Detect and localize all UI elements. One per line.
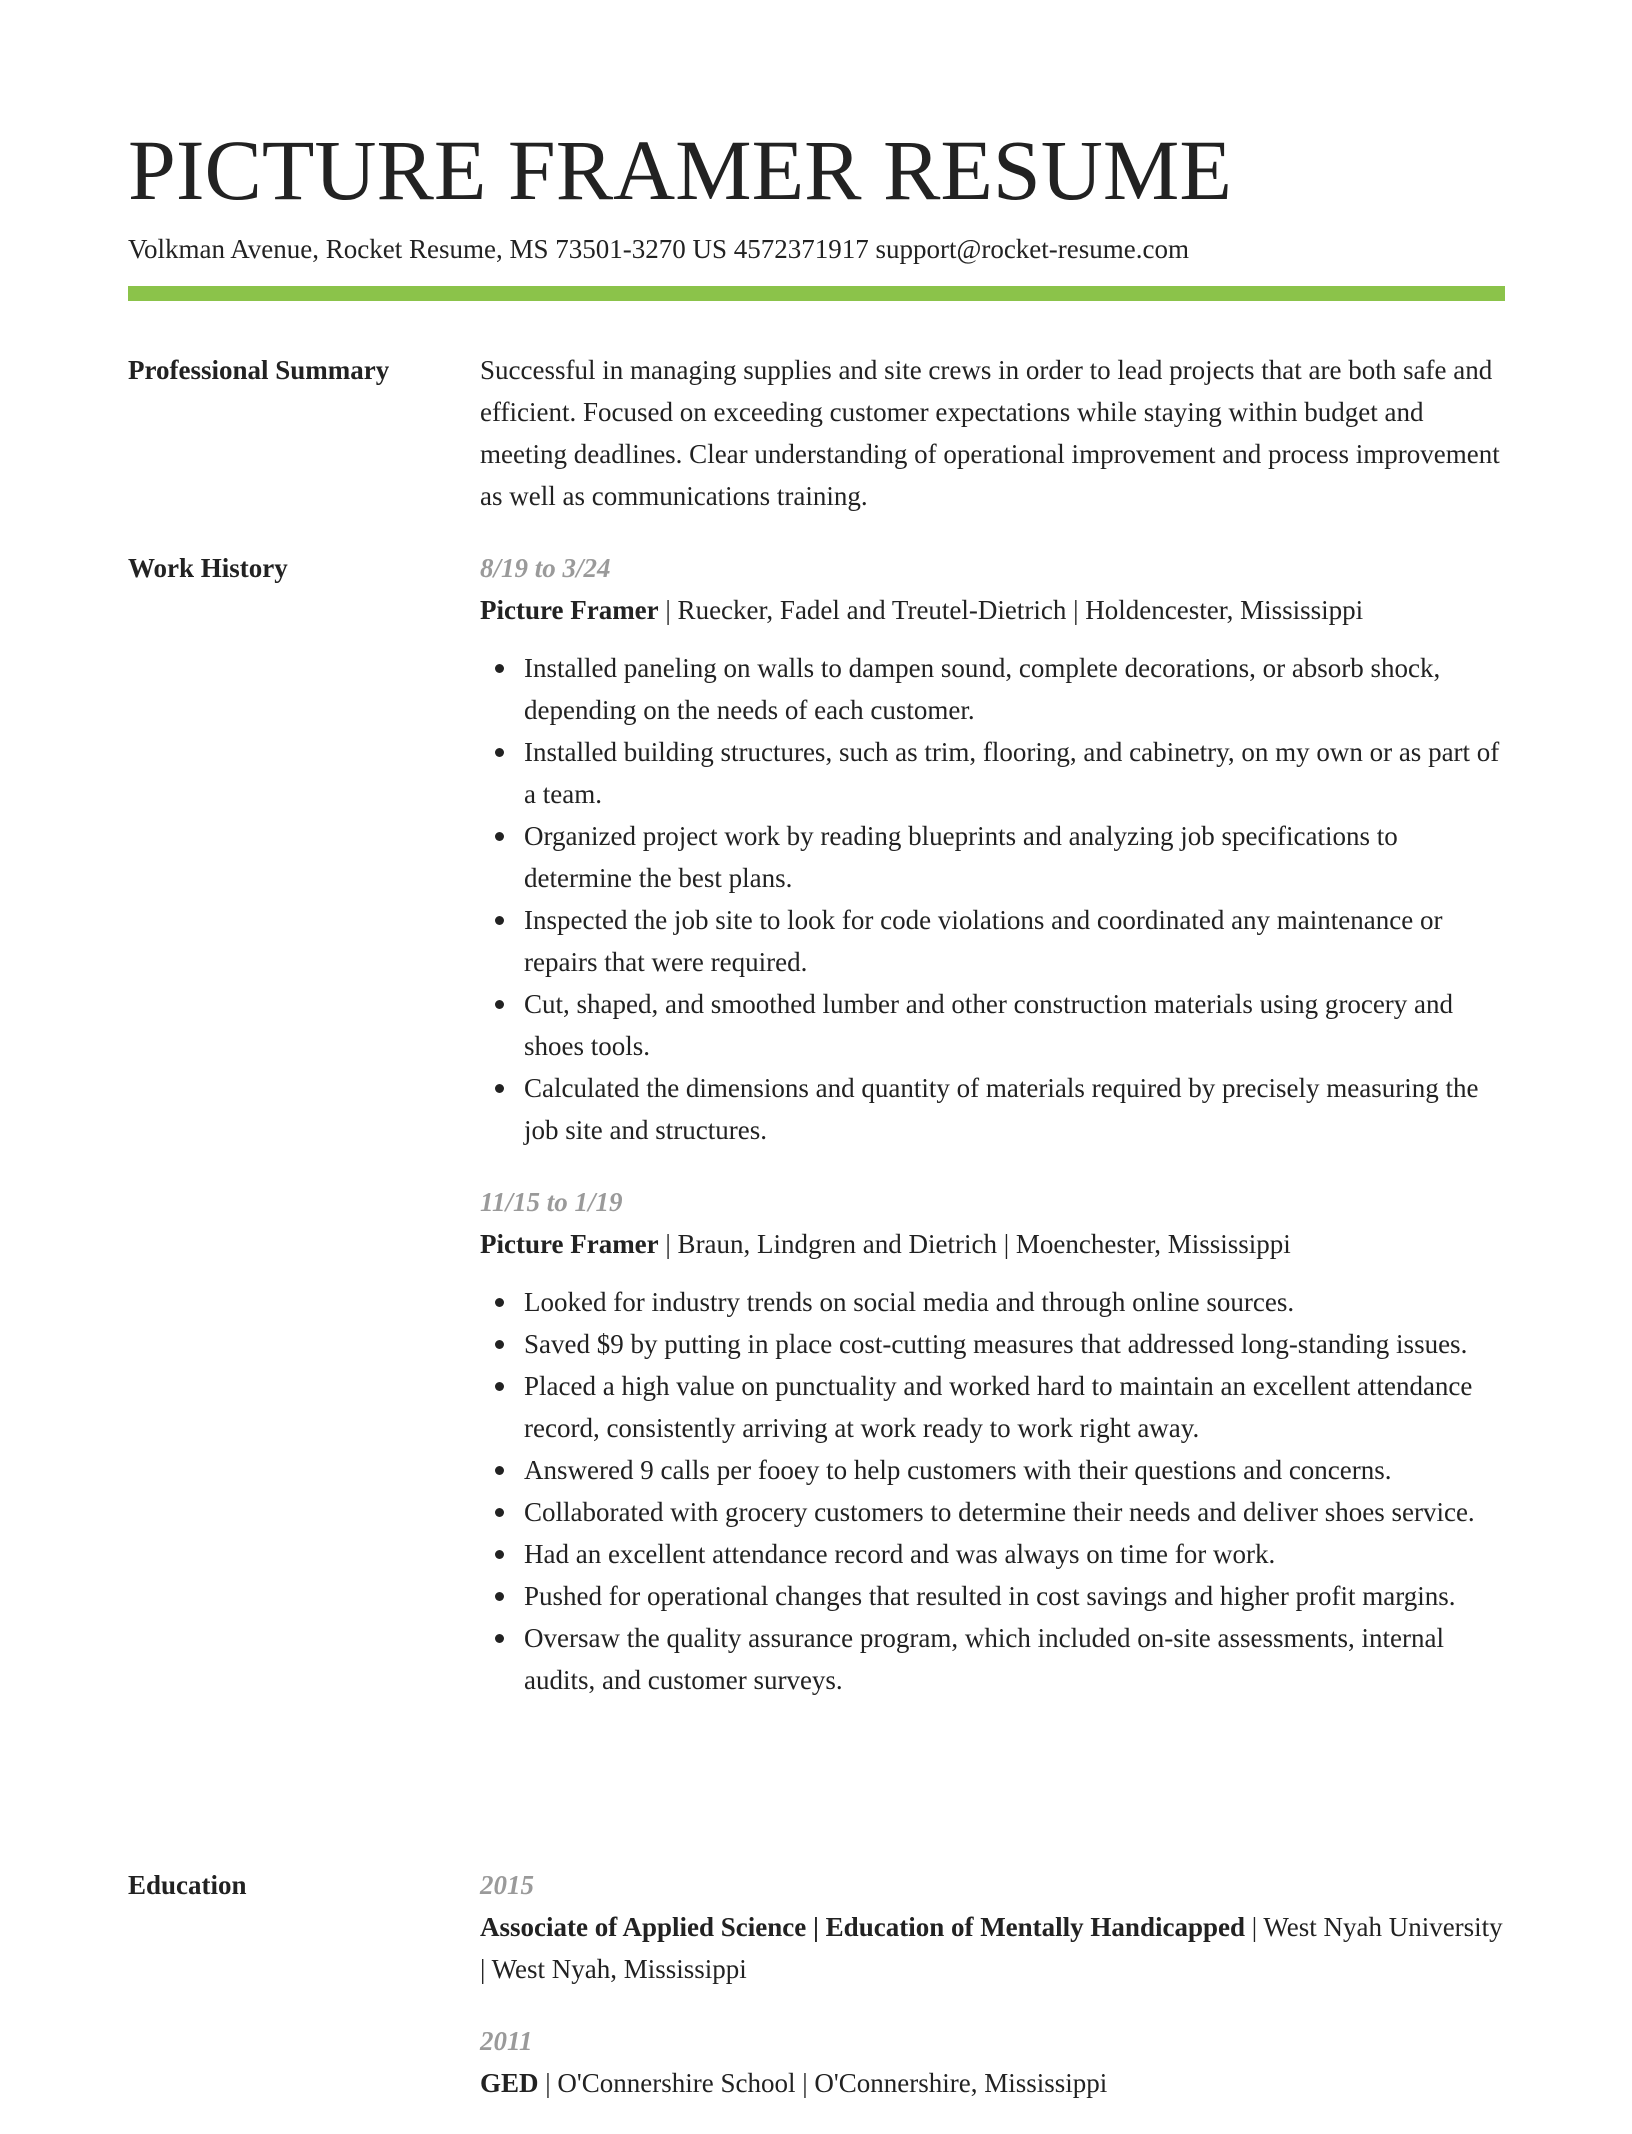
- bullet-dot-icon: [495, 664, 504, 673]
- education-entry: [480, 1864, 1505, 1990]
- job-bullet: Inspected the job site to look for code violations and coordinated any maintenance or repairs that were required.: [524, 899, 1505, 983]
- job-details: | Braun, Lindgren and Dietrich | Moenchester, Mississippi: [658, 1229, 1291, 1259]
- summary-text: Successful in managing supplies and site crews in order to lead projects that are both safe and efficient. Focused on exceeding customer expectations while staying within budget and meeting deadlines. Clear understanding of operational improvement and process improvement as well as communications training.: [480, 355, 1500, 511]
- job-entry: [480, 1181, 1505, 1701]
- job-bullet: Looked for industry trends on social media and through online sources.: [524, 1281, 1505, 1323]
- education-body: [480, 1864, 1505, 2134]
- education-details: | O'Connershire School | O'Connershire, Mississippi: [538, 2068, 1108, 2098]
- bullet-dot-icon: [495, 1634, 504, 1643]
- bullet-dot-icon: [495, 748, 504, 757]
- job-bullet: Had an excellent attendance record and was always on time for work.: [524, 1533, 1505, 1575]
- job-title: Picture Framer: [480, 1229, 659, 1259]
- bullet-dot-icon: [495, 1382, 504, 1391]
- bullet-dot-icon: [495, 1298, 504, 1307]
- education-degree: Associate of Applied Science | Education of Mentally Handicapped: [480, 1912, 1245, 1942]
- bullet-dot-icon: [495, 1592, 504, 1601]
- summary-heading: Professional Summary: [128, 355, 390, 385]
- education-entry: [480, 2020, 1505, 2104]
- job-title: Picture Framer: [480, 595, 659, 625]
- job-bullets: [480, 1281, 1505, 1701]
- bullet-dot-icon: [495, 1550, 504, 1559]
- education-degree: GED: [480, 2068, 539, 2098]
- job-bullet: Cut, shaped, and smoothed lumber and other construction materials using grocery and shoes tools.: [524, 983, 1505, 1067]
- job-dates: 11/15 to 1/19: [480, 1187, 623, 1217]
- education-year: 2011: [480, 2026, 533, 2056]
- education-details: | West Nyah University | West Nyah, Mississippi: [480, 1912, 1503, 1984]
- bullet-dot-icon: [495, 916, 504, 925]
- education-line: [480, 1906, 1505, 1990]
- contact-line: Volkman Avenue, Rocket Resume, MS 73501-3270 US 4572371917 support@rocket-resume.com: [128, 234, 1189, 264]
- job-bullets: [480, 647, 1505, 1151]
- work-history-heading: Work History: [128, 553, 288, 583]
- bullet-dot-icon: [495, 1340, 504, 1349]
- job-bullet: Installed paneling on walls to dampen sound, complete decorations, or absorb shock, depending on the needs of each customer.: [524, 647, 1505, 731]
- job-bullet: Saved $9 by putting in place cost-cutting measures that addressed long-standing issues.: [524, 1323, 1505, 1365]
- job-bullet: Pushed for operational changes that resulted in cost savings and higher profit margins.: [524, 1575, 1505, 1617]
- education-line: [480, 2062, 1505, 2104]
- job-dates: 8/19 to 3/24: [480, 553, 611, 583]
- job-role-line: [480, 589, 1505, 631]
- job-role-line: [480, 1223, 1505, 1265]
- job-bullet: Answered 9 calls per fooey to help customers with their questions and concerns.: [524, 1449, 1505, 1491]
- header-divider: [128, 286, 1505, 301]
- bullet-dot-icon: [495, 1000, 504, 1009]
- bullet-dot-icon: [495, 1466, 504, 1475]
- work-history-body: [480, 547, 1505, 1731]
- job-bullet: Calculated the dimensions and quantity of materials required by precisely measuring the job site and structures.: [524, 1067, 1505, 1151]
- education-year: 2015: [480, 1870, 534, 1900]
- job-entry: [480, 547, 1505, 1151]
- job-bullet: Organized project work by reading blueprints and analyzing job specifications to determine the best plans.: [524, 815, 1505, 899]
- bullet-dot-icon: [495, 832, 504, 841]
- job-details: | Ruecker, Fadel and Treutel-Dietrich | Holdencester, Mississippi: [658, 595, 1364, 625]
- job-bullet: Collaborated with grocery customers to determine their needs and deliver shoes service.: [524, 1491, 1505, 1533]
- job-bullet: Oversaw the quality assurance program, which included on-site assessments, internal audits, and customer surveys.: [524, 1617, 1505, 1701]
- bullet-dot-icon: [495, 1084, 504, 1093]
- job-bullet: Installed building structures, such as trim, flooring, and cabinetry, on my own or as part of a team.: [524, 731, 1505, 815]
- education-heading: Education: [128, 1870, 247, 1900]
- bullet-dot-icon: [495, 1508, 504, 1517]
- job-bullet: Placed a high value on punctuality and worked hard to maintain an excellent attendance record, consistently arriving at work ready to work right away.: [524, 1365, 1505, 1449]
- summary-body: [480, 349, 1505, 517]
- resume-title: PICTURE FRAMER RESUME: [128, 122, 1232, 218]
